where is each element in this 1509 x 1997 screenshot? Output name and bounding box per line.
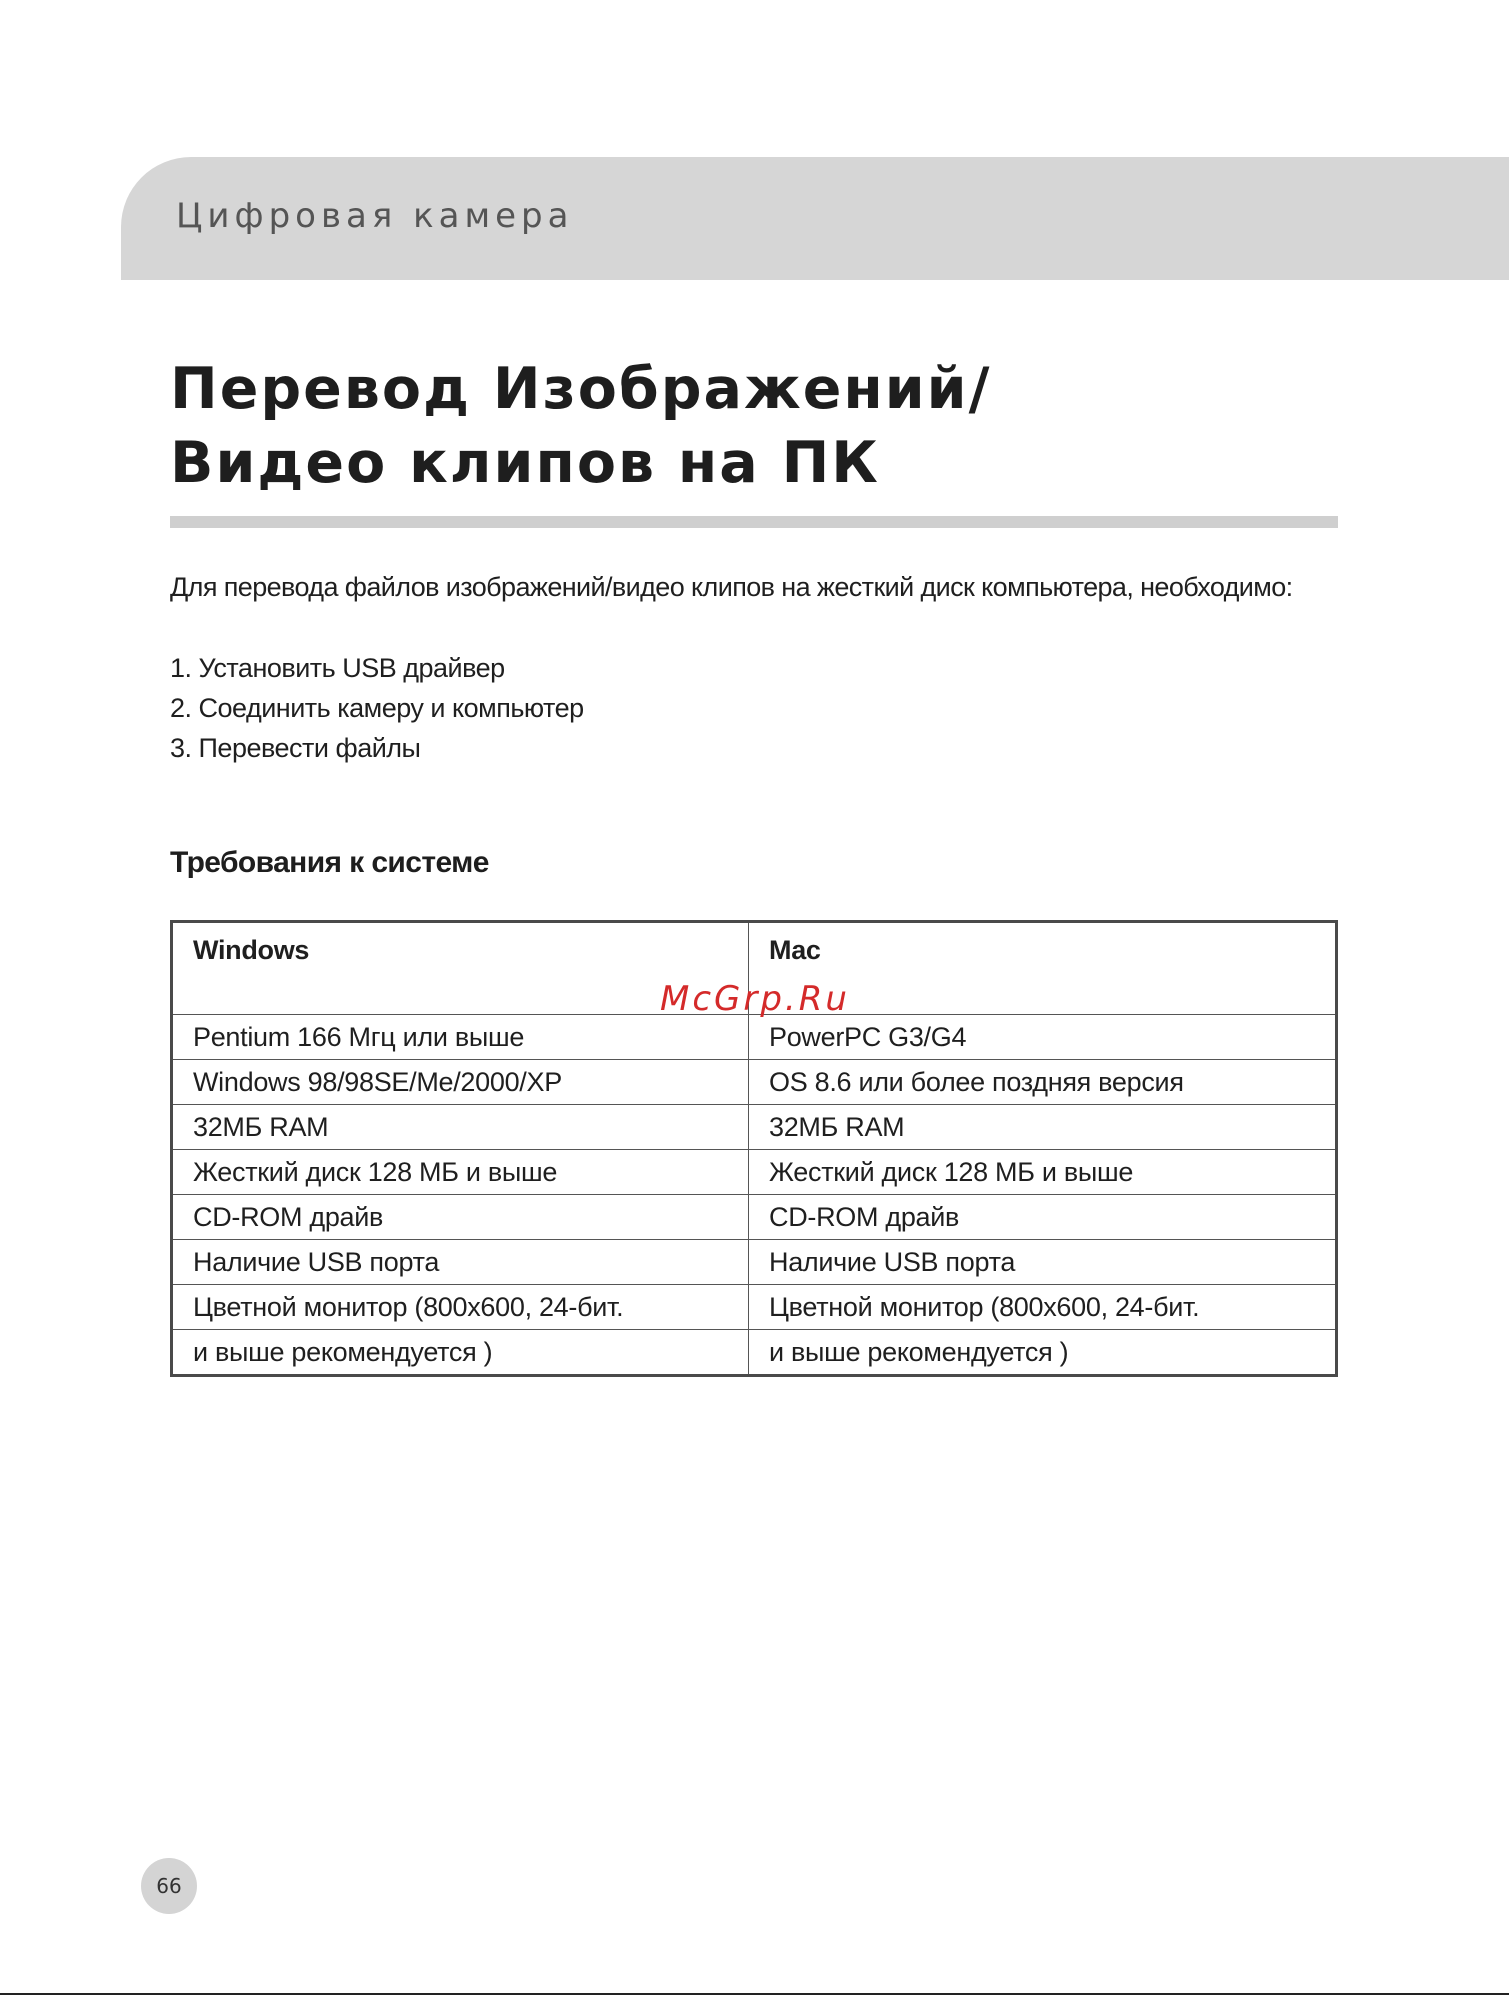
bottom-divider — [0, 1993, 1509, 1995]
section-title: Цифровая камера — [176, 196, 574, 236]
windows-cell: и выше рекомендуется ) — [172, 1330, 749, 1376]
page-number: 66 — [141, 1858, 197, 1914]
windows-cell: Pentium 166 Мгц или выше — [172, 1015, 749, 1060]
header-band — [121, 157, 1509, 280]
step-item: 1. Установить USB драйвер — [170, 653, 505, 683]
requirements-heading: Требования к системе — [170, 846, 489, 879]
column-header-windows: Windows — [172, 922, 749, 1015]
mac-cell: Жесткий диск 128 МБ и выше — [749, 1150, 1337, 1195]
mac-cell: и выше рекомендуется ) — [769, 1337, 1069, 1367]
column-header-mac: Mac — [749, 922, 1337, 1015]
mac-cell: Наличие USB порта — [749, 1240, 1337, 1285]
windows-cell: Наличие USB порта — [172, 1240, 749, 1285]
table-row — [172, 1240, 1337, 1285]
watermark: McGrp.Ru — [660, 979, 850, 1019]
table-row — [172, 1150, 1337, 1195]
table-row — [172, 1015, 1337, 1060]
page-title — [170, 352, 991, 500]
windows-cell: Жесткий диск 128 МБ и выше — [172, 1150, 749, 1195]
mac-cell: Цветной монитор (800x600, 24-бит. — [749, 1285, 1337, 1330]
mac-cell: CD-ROM драйв — [749, 1195, 1337, 1240]
windows-cell: 32МБ RAM — [172, 1105, 749, 1150]
step-item: 2. Соединить камеру и компьютер — [170, 693, 584, 723]
page-title-line-2: Видео клипов на ПК — [170, 430, 880, 496]
windows-cell: Windows 98/98SE/Me/2000/XP — [172, 1060, 749, 1105]
windows-cell: Цветной монитор (800x600, 24-бит. — [172, 1285, 749, 1330]
intro-paragraph: Для перевода файлов изображений/видео клипов на жесткий диск компьютера, необходимо: — [170, 572, 1293, 602]
step-item: 3. Перевести файлы — [170, 733, 421, 763]
mac-cell: OS 8.6 или более поздняя версия — [749, 1060, 1337, 1105]
table-row — [172, 1105, 1337, 1150]
table-row — [172, 1060, 1337, 1105]
table-row — [172, 1330, 1337, 1376]
table-row — [172, 1195, 1337, 1240]
page-title-line-1: Перевод Изображений/ — [170, 356, 992, 422]
windows-cell: CD-ROM драйв — [172, 1195, 749, 1240]
mac-cell: 32МБ RAM — [749, 1105, 1337, 1150]
table-row — [172, 1285, 1337, 1330]
title-divider — [170, 516, 1338, 528]
steps-list — [170, 648, 584, 768]
mac-cell: PowerPC G3/G4 — [749, 1015, 1337, 1060]
